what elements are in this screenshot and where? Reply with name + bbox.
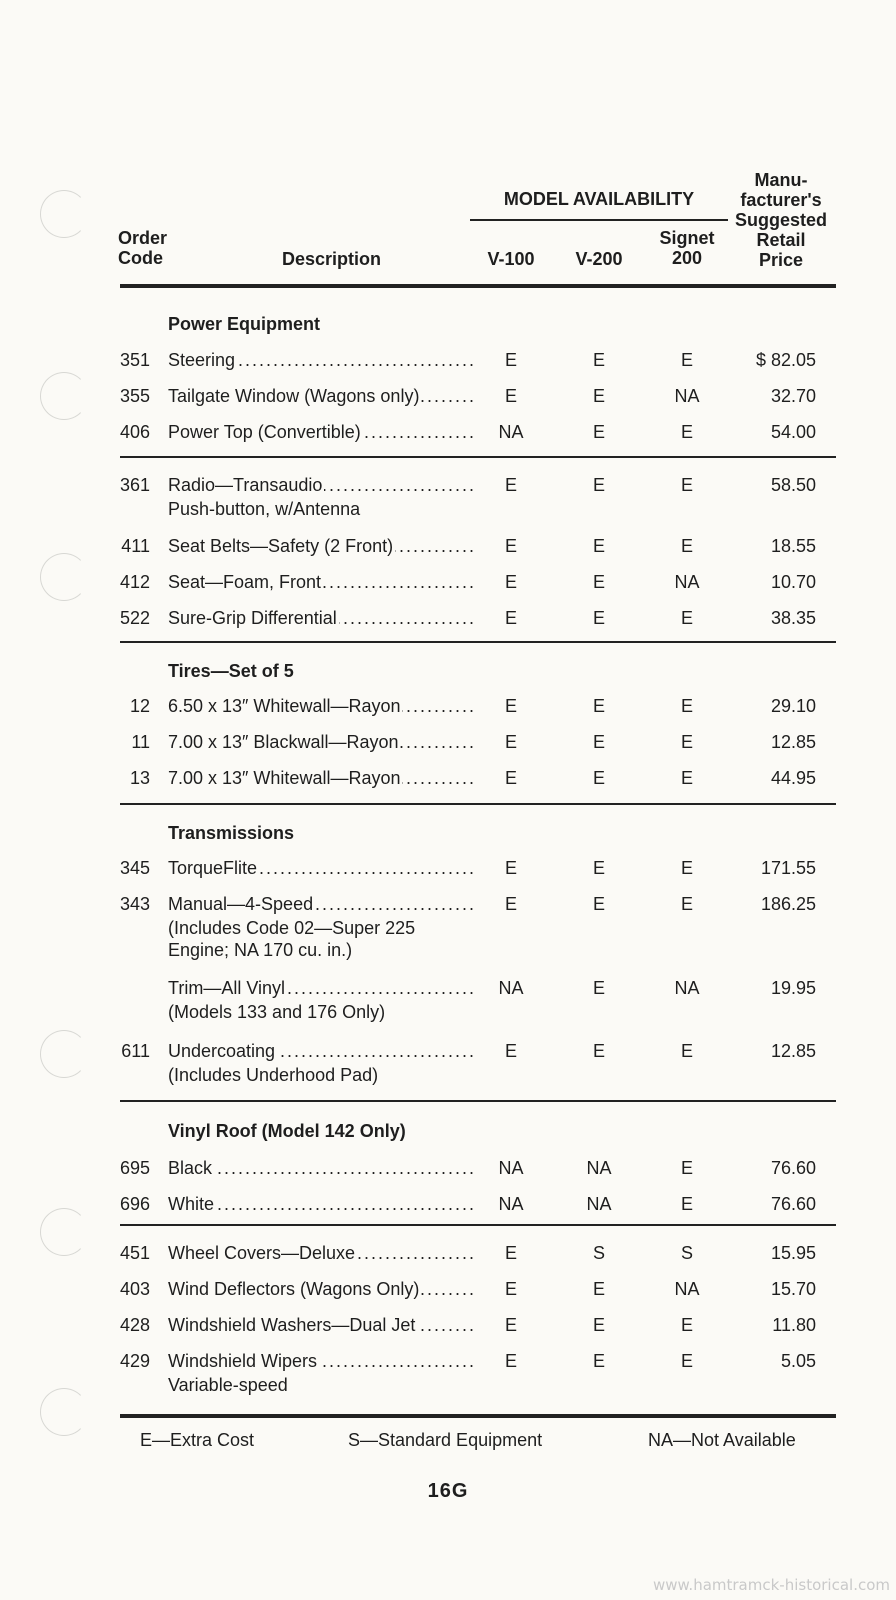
signet-line: Signet [659,228,715,248]
retail-price: 15.95 [770,1243,816,1263]
option-description-label: Windshield Wipers [168,1351,318,1371]
order-code: 451 [119,1243,150,1263]
option-note: (Includes Code 02—Super 225 [168,918,416,938]
v100-availability: NA [498,1158,524,1178]
retail-price: 15.70 [770,1279,816,1299]
binder-hole [40,1388,88,1436]
option-description-label: TorqueFlite [168,858,258,878]
order-code: 13 [129,768,150,788]
retail-price: 32.70 [770,386,816,406]
section-rule [120,641,836,643]
v200-availability: E [592,386,605,406]
order-code: 361 [119,475,150,495]
v100-availability: E [504,732,517,752]
option-description [168,977,474,999]
order-code-heading [118,228,167,268]
signet-availability: E [680,858,693,878]
v200-heading: V-200 [575,249,623,269]
msrp-line: Price [758,250,804,270]
option-description [168,474,474,496]
header-bottom-rule [120,284,836,288]
msrp-line: Retail [756,230,806,250]
order-code: 429 [119,1351,150,1371]
order-code: 355 [119,386,150,406]
order-code: 695 [119,1158,150,1178]
option-note: Engine; NA 170 cu. in.) [168,940,353,960]
v200-availability: E [592,978,605,998]
v100-availability: E [504,536,517,556]
option-note: Variable-speed [168,1375,288,1395]
option-note: (Models 133 and 176 Only) [168,1002,386,1022]
order-code: 12 [129,696,150,716]
v100-availability: NA [498,422,524,442]
order-code: 411 [121,536,150,556]
v200-availability: NA [586,1158,612,1178]
v100-availability: E [504,1041,517,1061]
option-description-label: Steering [168,350,236,370]
signet-availability: E [680,1158,693,1178]
signet-availability: NA [674,572,700,592]
order-code: 343 [119,894,150,914]
option-description-label: Power Top (Convertible) [168,422,361,442]
section-rule [120,1100,836,1102]
option-note: (Includes Underhood Pad) [168,1065,379,1085]
page-number: 16G [427,1480,469,1502]
v200-availability: E [592,475,605,495]
order-code: 428 [119,1315,150,1335]
legend-not-available: NA—Not Available [648,1430,796,1450]
section-heading: Tires—Set of 5 [168,661,294,681]
signet-availability: E [680,1351,693,1371]
v200-availability: NA [586,1194,612,1214]
option-description [168,893,474,915]
signet-availability: E [680,608,693,628]
signet-availability: E [680,1315,693,1335]
option-description [168,1193,474,1215]
order-code: 522 [119,608,150,628]
section-heading: Power Equipment [168,314,321,334]
option-description-label: Wind Deflectors (Wagons Only) [168,1279,420,1299]
description-heading: Description [282,249,382,269]
retail-price: 10.70 [770,572,816,592]
retail-price: 76.60 [770,1194,816,1214]
retail-price: 18.55 [770,536,816,556]
v100-availability: E [504,350,517,370]
v100-availability: E [504,1279,517,1299]
msrp-line: Suggested [734,210,827,230]
option-description [168,695,474,717]
v100-availability: NA [498,1194,524,1214]
order-code: 696 [119,1194,150,1214]
option-description [168,535,474,557]
v200-availability: E [592,894,605,914]
option-description-label: 7.00 x 13″ Blackwall—Rayon [168,732,399,752]
v100-availability: NA [498,978,524,998]
v100-availability: E [504,1243,517,1263]
signet-line: 200 [671,248,703,268]
section-rule [120,1224,836,1226]
signet-availability: E [680,1194,693,1214]
legend-standard: S—Standard Equipment [348,1430,543,1450]
signet-availability: E [680,350,693,370]
v100-availability: E [504,572,517,592]
retail-price: $ 82.05 [755,350,816,370]
v100-availability: E [504,768,517,788]
section-rule [120,803,836,805]
binder-hole [40,1030,88,1078]
option-description-label: Seat—Foam, Front [168,572,322,592]
retail-price: 76.60 [770,1158,816,1178]
order-code: 345 [119,858,150,878]
signet-availability: E [680,422,693,442]
option-description [168,1040,474,1062]
option-description-label: 7.00 x 13″ Whitewall—Rayon [168,768,401,788]
v200-availability: E [592,858,605,878]
signet-availability: E [680,475,693,495]
table-bottom-rule [120,1414,836,1418]
signet-availability: E [680,894,693,914]
signet-availability: E [680,732,693,752]
legend-extra-cost: E—Extra Cost [140,1430,255,1450]
option-description [168,421,474,443]
signet-availability: S [680,1243,693,1263]
option-description [168,1350,474,1372]
option-description [168,1314,474,1336]
v200-availability: E [592,1041,605,1061]
signet-availability: NA [674,978,700,998]
option-description [168,857,474,879]
retail-price: 11.80 [772,1315,816,1335]
signet-availability: NA [674,1279,700,1299]
option-description [168,731,474,753]
option-description-label: Windshield Washers—Dual Jet [168,1315,416,1335]
option-description [168,1278,474,1300]
msrp-line: Manu- [754,170,808,190]
signet-availability: E [680,536,693,556]
option-description [168,1242,474,1264]
v100-availability: E [504,608,517,628]
order-code: 406 [119,422,150,442]
option-description-label: Trim—All Vinyl [168,978,286,998]
option-description-label: Wheel Covers—Deluxe [168,1243,356,1263]
option-description-label: Sure-Grip Differential [168,608,337,628]
order-code: 412 [119,572,150,592]
option-description-label: White [168,1194,215,1214]
retail-price: 12.85 [770,1041,816,1061]
retail-price: 171.55 [760,858,816,878]
v200-availability: E [592,1315,605,1335]
order-code: 351 [119,350,150,370]
v100-availability: E [504,475,517,495]
v100-availability: E [504,1315,517,1335]
option-description [168,385,474,407]
option-description [168,349,474,371]
v200-availability: E [592,696,605,716]
order-label: Order [118,228,168,248]
binder-hole [40,190,88,238]
option-description [168,1157,474,1179]
v200-availability: E [592,1351,605,1371]
option-description-label: Undercoating [168,1041,276,1061]
retail-price: 12.85 [770,732,816,752]
watermark: www.hamtramck-historical.com [653,1576,890,1594]
retail-price: 54.00 [770,422,816,442]
option-description-label: Black [168,1158,213,1178]
header-rule [470,219,728,221]
option-description-label: Manual—4-Speed [168,894,314,914]
signet-availability: E [680,1041,693,1061]
v100-availability: E [504,696,517,716]
signet-availability: NA [674,386,700,406]
signet-heading [652,228,722,268]
v200-availability: E [592,572,605,592]
retail-price: 29.10 [770,696,816,716]
option-description-label: Radio—Transaudio [168,475,323,495]
v200-availability: E [592,1279,605,1299]
model-availability-heading: MODEL AVAILABILITY [503,189,695,209]
option-description [168,607,474,629]
code-label: Code [118,248,163,268]
retail-price: 58.50 [770,475,816,495]
section-rule [120,456,836,458]
v200-availability: E [592,768,605,788]
signet-availability: E [680,768,693,788]
order-code: 11 [131,732,150,752]
v100-availability: E [504,1351,517,1371]
option-description-label: Tailgate Window (Wagons only) [168,386,420,406]
v100-heading: V-100 [487,249,535,269]
retail-price: 19.95 [770,978,816,998]
retail-price: 38.35 [770,608,816,628]
order-code: 611 [121,1041,150,1061]
option-description [168,571,474,593]
order-code: 403 [119,1279,150,1299]
binder-hole [40,372,88,420]
binder-hole [40,553,88,601]
msrp-line: facturer's [740,190,822,210]
section-heading: Transmissions [168,823,295,843]
v200-availability: E [592,732,605,752]
section-heading: Vinyl Roof (Model 142 Only) [168,1121,406,1141]
v200-availability: S [592,1243,605,1263]
retail-price: 5.05 [780,1351,816,1371]
option-description [168,767,474,789]
binder-hole [40,1208,88,1256]
signet-availability: E [680,696,693,716]
v100-availability: E [504,858,517,878]
msrp-heading [728,170,834,270]
option-description-label: Seat Belts—Safety (2 Front) [168,536,394,556]
v100-availability: E [504,894,517,914]
option-note: Push-button, w/Antenna [168,499,361,519]
v200-availability: E [592,608,605,628]
v200-availability: E [592,536,605,556]
v100-availability: E [504,386,517,406]
retail-price: 186.25 [760,894,816,914]
v200-availability: E [592,422,605,442]
retail-price: 44.95 [770,768,816,788]
v200-availability: E [592,350,605,370]
option-description-label: 6.50 x 13″ Whitewall—Rayon [168,696,401,716]
